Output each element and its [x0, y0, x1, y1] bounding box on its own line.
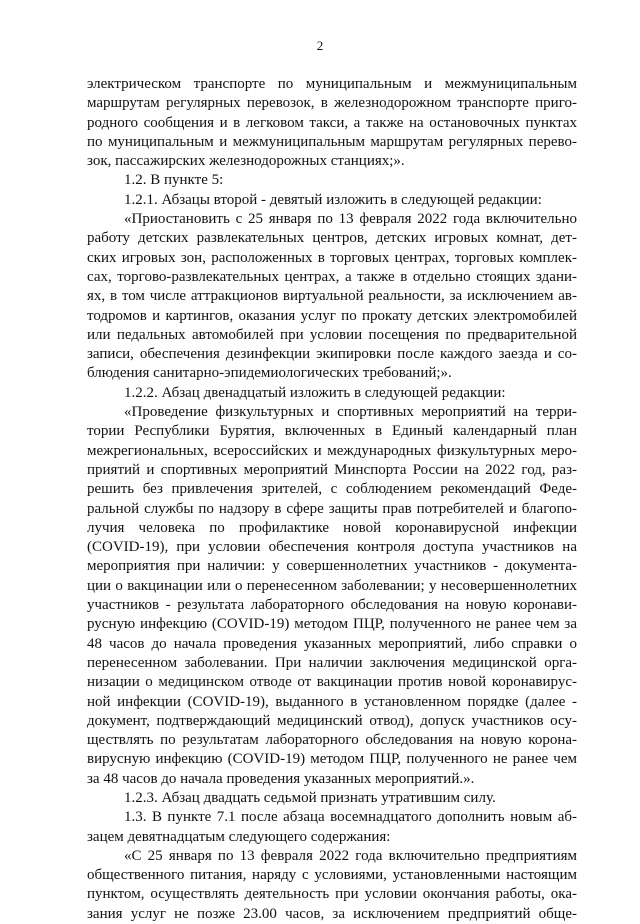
text-line: вирусную инфекцию (COVID-19) методом ПЦР, полученного не ранее чем [87, 751, 577, 768]
text-line: 1.2.2. Абзац двенадцатый изложить в следующей редакции: [124, 384, 506, 401]
text-line: за 48 часов до начала проведения указанных мероприятий.». [87, 770, 475, 787]
text-line: 1.2.1. Абзацы второй - девятый изложить в следующей редакции: [124, 191, 542, 208]
text-line: маршрутам регулярных перевозок, в железнодорожном транспорте приго- [87, 95, 577, 112]
text-line: участников - результата лабораторного обследования на новую коронави- [87, 597, 577, 614]
text-line: зания услуг не позже 23.00 часов, за исключением предприятий обще- [87, 905, 577, 922]
text-line: межрегиональных, всероссийских и международных физкультурных меро- [87, 442, 577, 459]
text-line: приятий и спортивных мероприятий Минспорта России на 2022 год, раз- [87, 461, 577, 478]
text-line: ции о вакцинации или о перенесенном заболевании; у несовершеннолетних [87, 577, 577, 594]
text-line: 48 часов до начала проведения указанных мероприятий, либо справки о [87, 635, 577, 652]
text-line: записи, обеспечения дезинфекции экипировки после каждого заезда и со- [87, 346, 577, 363]
text-line: работу детских развлекательных центров, детских игровых комнат, дет- [87, 230, 577, 247]
text-line: 1.2.3. Абзац двадцать седьмой признать утратившим силу. [124, 789, 496, 806]
text-line: ральной службы по надзору в сфере защиты прав потребителей и благопо- [87, 500, 577, 517]
text-line: ях, в том числе аттракционов виртуальной реальности, за исключением ав- [87, 288, 577, 305]
text-line: «Приостановить с 25 января по 13 февраля 2022 года включительно [124, 211, 577, 228]
text-line: русную инфекцию (COVID-19) методом ПЦР, полученного не ранее чем за [87, 616, 577, 633]
document-body [87, 75, 577, 924]
text-line: ских игровых зон, расположенных в торговых центрах, торговых комплек- [87, 249, 577, 266]
text-line: по муниципальным и межмуниципальным маршрутам регулярных перево- [87, 133, 577, 150]
text-line: ществлять по результатам лабораторного обследования на новую корона- [87, 732, 577, 749]
text-line: родного сообщения и в легковом такси, а также на остановочных пунктах [87, 114, 577, 131]
text-line: зок, пассажирских железнодорожных станциях;». [87, 153, 405, 170]
text-line: 1.2. В пункте 5: [124, 172, 224, 189]
text-line: (COVID-19), при условии обеспечения контроля доступа участников на [87, 539, 577, 556]
text-line: лучия человека по профилактике новой коронавирусной инфекции [87, 519, 577, 536]
text-line: сах, торгово-развлекательных центрах, а также в отдельно стоящих здани- [87, 268, 577, 285]
page-number: 2 [316, 38, 324, 53]
text-line: мероприятия при наличии: у совершеннолетних участников - документа- [87, 558, 577, 575]
text-line: тодромов и картингов, оказания услуг по прокату детских электромобилей [87, 307, 577, 324]
text-line: зацем девятнадцатым следующего содержания: [87, 828, 391, 845]
text-line: электрическом транспорте по муниципальным и межмуниципальным [87, 76, 577, 92]
text-line: ной инфекции (COVID-19), выданного в установленном порядке (далее - [87, 693, 577, 710]
text-line: документ, подтверждающий медицинский отвод), допуск участников осу- [87, 712, 577, 729]
text-line: пунктом, осуществлять деятельность при условии окончания работы, ока- [87, 886, 577, 903]
text-line: 1.3. В пункте 7.1 после абзаца восемнадцатого дополнить новым аб- [124, 809, 577, 826]
text-line: блюдения санитарно-эпидемиологических требований;». [87, 365, 452, 382]
text-line: общественного питания, наряду с условиями, установленными настоящим [87, 867, 577, 884]
text-line: перенесенном заболевании. При наличии заключения медицинской орга- [87, 654, 577, 671]
text-line: или педальных автомобилей при условии посещения по предварительной [87, 326, 577, 343]
text-line: «С 25 января по 13 февраля 2022 года включительно предприятиям [124, 847, 577, 864]
text-line: решить без привлечения зрителей, с соблюдением рекомендаций Феде- [87, 481, 577, 498]
text-line: тории Республики Бурятия, включенных в Единый календарный план [87, 423, 577, 440]
text-line: низации о медицинском отводе от вакцинации против новой коронавирус- [87, 674, 577, 691]
text-line: «Проведение физкультурных и спортивных мероприятий на терри- [124, 404, 577, 421]
